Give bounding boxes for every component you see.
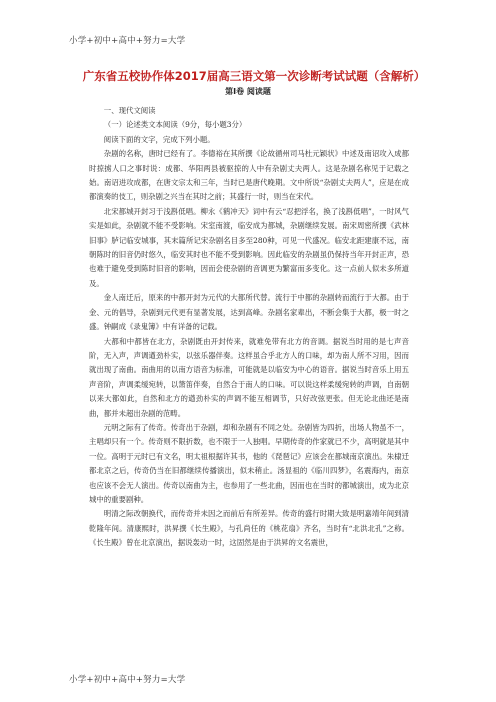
document-title: 广东省五校协作体2017届高三语文第一次诊断考试试题（含解析） — [82, 69, 426, 83]
page-header: 小学+初中+高中+努力=大学 — [69, 36, 186, 46]
section-heading: 一、现代文阅读 — [103, 106, 156, 115]
paragraph: 金人南迁后，原来的中都开封为元代的大都所代替。流行于中都的杂剧转而流行于大都。由于金、元的倡导，杂剧到元代更有显著发展，达到高峰。杂剧名家辈出，不断会集于大都，极一时之盛。钟嗣成《录鬼簿》中有详备的记载。 — [89, 293, 409, 332]
part-heading: 第Ⅰ卷 阅读题 — [225, 87, 271, 96]
instruction-text: 阅读下面的文字，完成下列小题。 — [103, 134, 215, 144]
paragraph: 北宋都城开封习于浅斟低唱。柳永《鹤冲天》词中有云“忍把浮名，换了浅斟低唱”，一时风气实是如此，杂剧就不能不受影响。宋室南渡，临安成为都城，杂剧继续发展。南宋周密所撰《武林旧事》胪记临安城事，其末篇所记宋杂剧名目多至280种，可见一代盛况。临安北距建康不远，南朝陈时的旧音仍时悠久，临安其时也不能不受到影响。因此临安的杂剧虽仍保持当年开封正声，恐也难于避免受到陈时旧音的影响，因而会使杂剧的音调更为繁富而多变化。这一点前人似未多所道及。 — [89, 206, 409, 288]
paragraph: 元明之际有了传奇。传奇出于杂剧，却和杂剧有不同之处。杂剧皆为四折，出场人物虽不一，主唱却只有一个。传奇则不限折数，也不限于一人独唱。早期传奇的作家就已不少，高明就是其中一位。高明于元时已有文名，明太祖根据许其书，他的《琵琶记》应该会在都城南京演出。朱棣迁都北京之后，传奇仍当在旧都继续传播演出，似未稍止。汤显祖的《临川四梦》，名震海内，南京也应该不会无人演出。传奇以南曲为主，也参用了一些北曲，因而也在当时的都城演出，成为北京城中的重要剧种。 — [89, 422, 409, 504]
paragraph: 明清之际改朝换代，而传奇并未因之而前后有所差异。传奇的盛行时期大致是明嘉靖年间到清乾隆年间。清康熙时，洪昇撰《长生殿》，与孔尚任的《桃花扇》齐名，当时有“北洪北孔”之称。《长生殿》曾在北京演出，据说轰动一时，这固然是由于洪昇的文名震世， — [89, 509, 409, 548]
subsection-heading: （一）论述类文本阅读（9分，每小题3分） — [103, 120, 247, 130]
paragraph: 杂剧的名称，唐时已经有了。李德裕在其所撰《论故循州司马杜元颖状》中述及南诏攻入成都时掠掳人口之事时说：成都、华阳两县被驱掠的人中有杂剧丈夫两人。这是杂剧名称见于记载之始。南诏进攻成都，在唐文宗太和三年，当时已是唐代晚期。文中所说“杂剧丈夫两人”，应是在成都演奏的伎工，则杂剧之兴当在其时之前；其盛行一时，则当在宋代。 — [89, 149, 409, 202]
document-body — [89, 104, 409, 551]
paragraph: 大都和中都皆在北方，杂剧既由开封传来，就难免带有北方的音调。据说当时用的是七声音阶，无入声，声调遒劲朴实，以弦乐器伴奏。这样虽合乎北方人的口味，却为南人所不习用，因而就出现了南曲。南曲用的以南方语音为标准，可能就是以临安为中心的语音。据说当时音乐上用五声音阶，声调柔缓宛转，以箫笛伴奏，自然合于南人的口味。可以说这样柔缓宛转的声调，自南朝以来大都如此，自然和北方的遒劲朴实的声调不能互相调节，只好改弦更张。但无论北曲还是南曲，都并未超出杂剧的范畴。 — [89, 336, 409, 418]
page-footer: 小学+初中+高中+努力=大学 — [69, 675, 186, 685]
